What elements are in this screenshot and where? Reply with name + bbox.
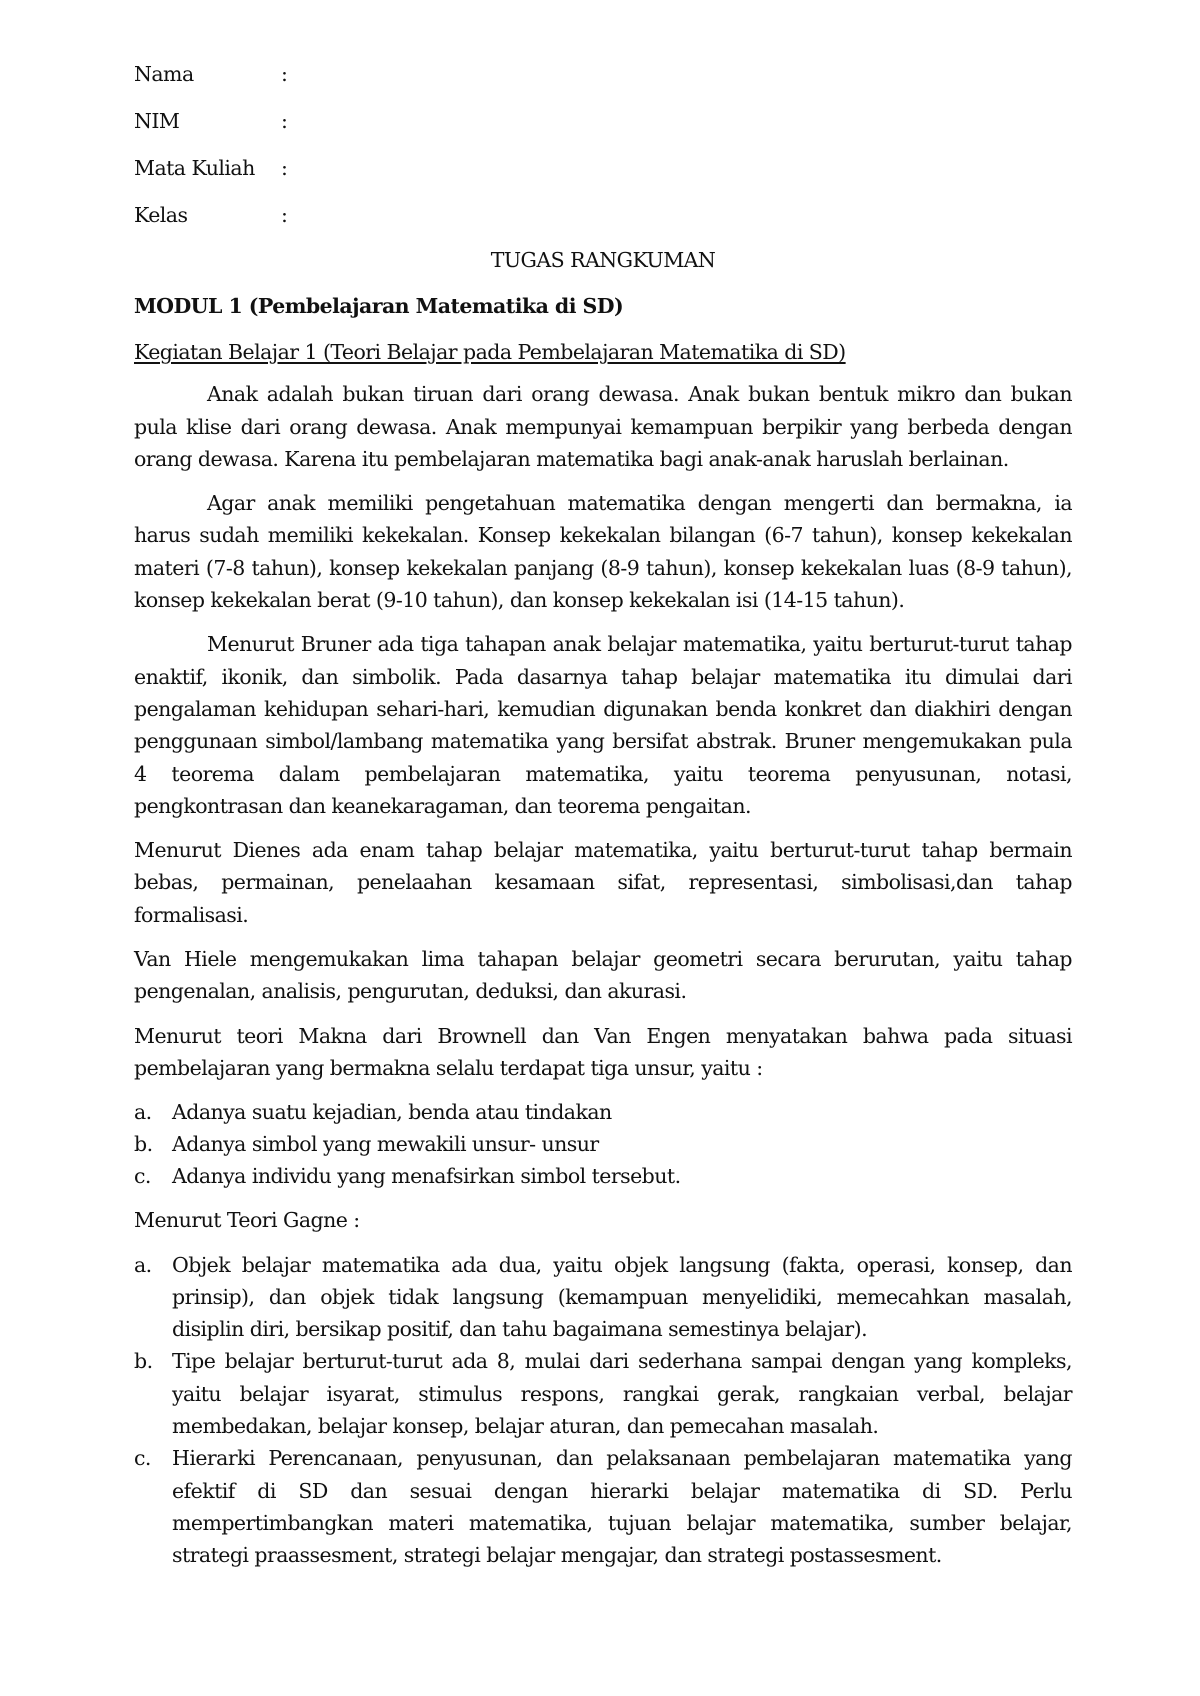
activity-heading: Kegiatan Belajar 1 (Teori Belajar pada Pembelajaran Matematika di SD) (134, 340, 846, 364)
list-marker: c. (134, 1164, 151, 1189)
list-item (134, 1442, 1072, 1571)
field-separator: : (281, 62, 288, 86)
brownell-list (134, 1096, 1072, 1192)
field-label: NIM (134, 109, 180, 133)
list-item-text: Adanya individu yang menafsirkan simbol tersebut. (172, 1164, 681, 1189)
field-label: Nama (134, 62, 194, 86)
header-fields (134, 58, 1072, 246)
header-field-mata-kuliah (134, 152, 1072, 199)
header-field-nama (134, 58, 1072, 105)
module-heading: MODUL 1 (Pembelajaran Matematika di SD) (134, 294, 624, 318)
field-label: Mata Kuliah (134, 156, 255, 180)
list-marker: b. (134, 1349, 153, 1374)
list-marker: a. (134, 1252, 152, 1277)
list-item (134, 1128, 1072, 1160)
field-separator: : (281, 109, 288, 133)
gagne-intro: Menurut Teori Gagne : (134, 1208, 360, 1233)
gagne-list (134, 1249, 1072, 1572)
list-item-text: Adanya suatu kejadian, benda atau tindakan (172, 1100, 612, 1125)
list-item-text: Hierarki Perencanaan, penyusunan, dan pelaksanaan pembelajaran matematika yang efektif di SD dan sesuai dengan hierarki belajar matematika di SD. Perlu mempertimbangkan materi matematika, tujuan belajar matematika, sumber belajar, strategi praassesment, strategi belajar mengajar, dan strategi postassesment. (172, 1446, 1072, 1568)
field-separator: : (281, 156, 288, 180)
list-marker: a. (134, 1100, 152, 1125)
list-item (134, 1096, 1072, 1128)
paragraph-brownell: Menurut teori Makna dari Brownell dan Van Engen menyatakan bahwa pada situasi pembelajaran yang bermakna selalu terdapat tiga unsur, yaitu : (134, 1023, 1072, 1080)
list-item-text: Objek belajar matematika ada dua, yaitu objek langsung (fakta, operasi, konsep, dan prinsip), dan objek tidak langsung (kemampuan menyelidiki, memecahkan masalah, disiplin diri, bersikap positif, dan tahu bagaimana semestinya belajar). (172, 1252, 1072, 1342)
paragraph-kekekalan: Agar anak memiliki pengetahuan matematika dengan mengerti dan bermakna, ia harus sudah memiliki kekekalan. Konsep kekekalan bilangan (6-7 tahun), konsep kekekalan materi (7-8 tahun), konsep kekekalan panjang (8-9 tahun), konsep kekekalan luas (8-9 tahun), konsep kekekalan berat (9-10 tahun), dan konsep kekekalan isi (14-15 tahun). (134, 491, 1072, 613)
list-marker: c. (134, 1446, 151, 1471)
list-item (134, 1160, 1072, 1192)
list-item (134, 1345, 1072, 1442)
paragraph-bruner: Menurut Bruner ada tiga tahapan anak belajar matematika, yaitu berturut-turut tahap enaktif, ikonik, dan simbolik. Pada dasarnya tahap belajar matematika itu dimulai dari pengalaman kehidupan sehari-hari, kemudian digunakan benda konkret dan diakhiri dengan penggunaan simbol/lambang matematika yang bersifat abstrak. Bruner mengemukakan pula 4 teorema dalam pembelajaran matematika, yaitu teorema penyusunan, notasi, pengkontrasan dan keanekaragaman, dan teorema pengaitan. (134, 632, 1072, 818)
list-item (134, 1249, 1072, 1346)
header-field-kelas (134, 199, 1072, 246)
document-title: TUGAS RANGKUMAN (490, 248, 716, 272)
list-item-text: Adanya simbol yang mewakili unsur- unsur (172, 1132, 599, 1157)
field-separator: : (281, 203, 288, 227)
paragraph-anak: Anak adalah bukan tiruan dari orang dewasa. Anak bukan bentuk mikro dan bukan pula klise dari orang dewasa. Anak mempunyai kemampuan berpikir yang berbeda dengan orang dewasa. Karena itu pembelajaran matematika bagi anak-anak haruslah berlainan. (134, 382, 1072, 471)
paragraph-van-hiele: Van Hiele mengemukakan lima tahapan belajar geometri secara berurutan, yaitu tahap pengenalan, analisis, pengurutan, deduksi, dan akurasi. (134, 947, 1072, 1004)
document-page (134, 58, 1072, 1584)
list-marker: b. (134, 1132, 153, 1157)
paragraph-dienes: Menurut Dienes ada enam tahap belajar matematika, yaitu berturut-turut tahap bermain bebas, permainan, penelaahan kesamaan sifat, representasi, simbolisasi,dan tahap formalisasi. (134, 838, 1072, 927)
header-field-nim (134, 105, 1072, 152)
field-label: Kelas (134, 203, 188, 227)
list-item-text: Tipe belajar berturut-turut ada 8, mulai dari sederhana sampai dengan yang kompleks, yaitu belajar isyarat, stimulus respons, rangkai gerak, rangkaian verbal, belajar membedakan, belajar konsep, belajar aturan, dan pemecahan masalah. (172, 1349, 1072, 1439)
